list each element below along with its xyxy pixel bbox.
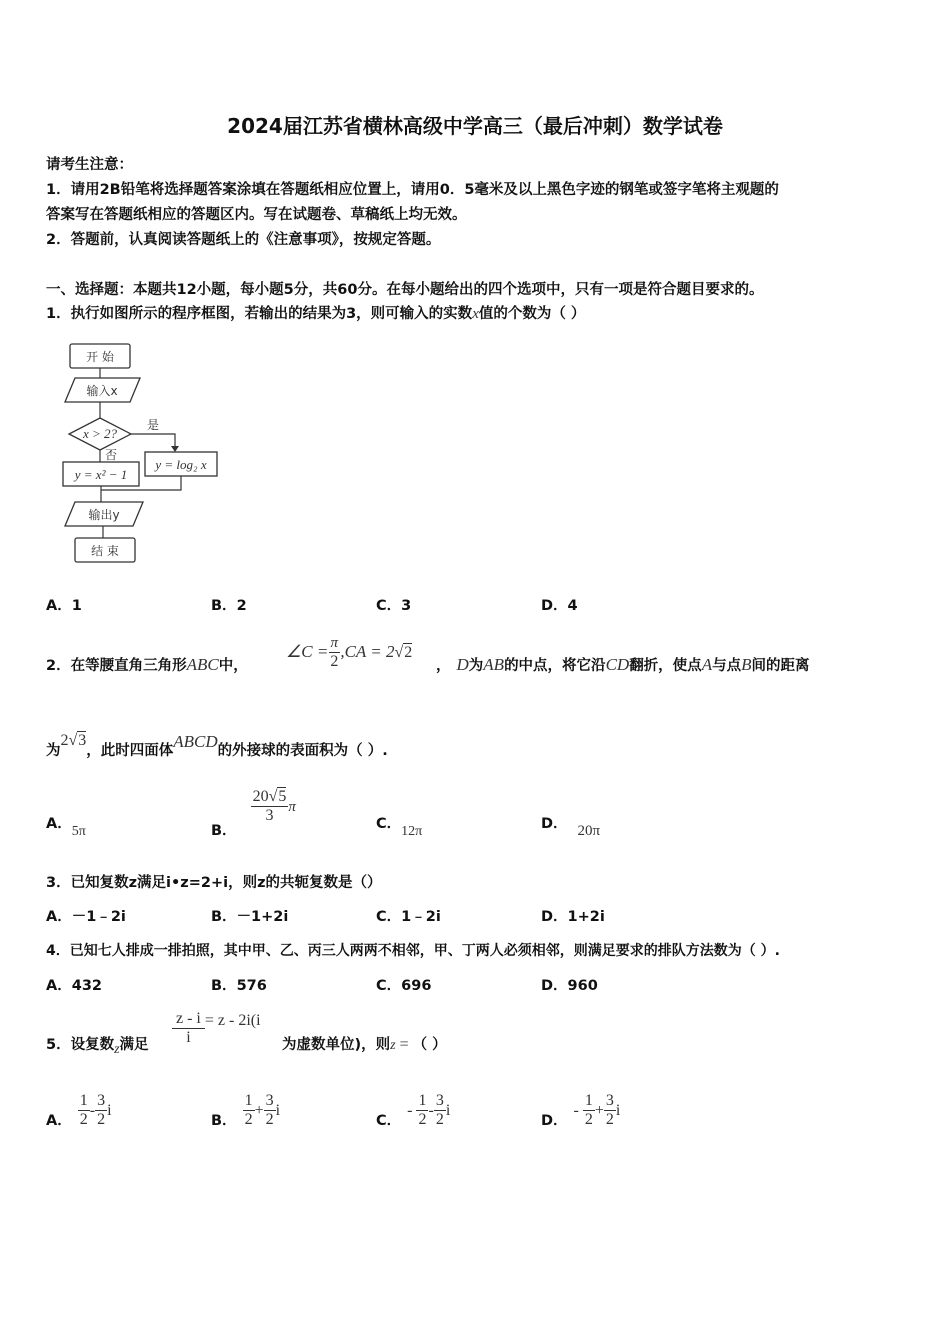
q4-option-b-label: B． (211, 978, 237, 994)
q2-p4: 为 (468, 658, 484, 674)
q3-option-d-label: D． (541, 909, 568, 925)
q1-text-a: 1．执行如图所示的程序框图，若输出的结果为3，则可输入的实数 (46, 306, 473, 322)
q5-option-d-n1: 1 (584, 1092, 593, 1109)
q2-dist-coef: 2 (60, 732, 69, 749)
q5-p2: 满足 (119, 1037, 149, 1053)
q2-option-c-label: C． (376, 816, 402, 832)
q2-p9: 为 (46, 743, 61, 759)
q4-option-b-value: 576 (236, 978, 267, 994)
q1-option-b[interactable] (211, 594, 247, 615)
q5-option-c-sign: - (407, 1102, 413, 1119)
q3-option-b-label: B． (211, 909, 237, 925)
q4-option-d-value: 960 (567, 978, 598, 994)
q3-option-c-label: C． (376, 909, 402, 925)
q3-option-c[interactable] (376, 905, 441, 926)
q5-eq: = (395, 1036, 413, 1053)
flow-condition-label: x > 2? (82, 426, 118, 441)
q2-text-part1 (46, 654, 248, 675)
q2-option-b-num-coef: 20 (252, 788, 269, 805)
q2-option-d-label: D． (541, 816, 568, 832)
q2-p8: 间的距离 (751, 658, 810, 674)
q5-option-b-tail: i (275, 1102, 281, 1119)
q5-option-b-op: + (254, 1102, 264, 1119)
q5-option-c-n2: 3 (435, 1092, 444, 1109)
q1-option-c-value: 3 (401, 598, 412, 614)
q1-option-a[interactable] (46, 594, 82, 615)
q5-option-a-tail: i (107, 1102, 112, 1119)
q3-option-a-value: －1﹣2i (71, 909, 126, 925)
q5-option-b-n1: 1 (244, 1092, 253, 1109)
q2-option-b-den: 3 (265, 807, 274, 824)
q5-option-b[interactable] (211, 1092, 280, 1129)
q5-text-part2 (282, 1033, 447, 1054)
q5-equation (172, 1010, 261, 1047)
q4-option-d-label: D． (541, 978, 568, 994)
q5-text-part1 (46, 1033, 149, 1057)
q2-b: B (741, 655, 752, 674)
q5-option-d-label: D． (541, 1113, 568, 1129)
flow-yes-label: 是 (147, 418, 160, 432)
q2-option-c[interactable] (376, 812, 423, 839)
q5-option-d-op: + (594, 1102, 604, 1119)
q2-sqrt2: 2 (404, 644, 413, 661)
q5-option-a-d2: 2 (97, 1111, 106, 1128)
q3-option-c-value: 1﹣2i (401, 909, 441, 925)
q5-p3: 为虚数单位)，则 (282, 1037, 391, 1053)
q5-option-a-n1: 1 (79, 1092, 88, 1109)
q2-option-c-value: 12π (401, 824, 423, 839)
flow-output-label: 输出y (88, 508, 120, 522)
q5-p1: 5．设复数 (46, 1037, 115, 1053)
notice-heading: 请考生注意： (46, 157, 133, 173)
q2-option-a-value: 5π (71, 824, 86, 839)
q5-z: z (114, 1042, 120, 1057)
q5-option-d-d2: 2 (605, 1111, 614, 1128)
q2-abc: ABC (186, 655, 219, 674)
q4-option-a-label: A． (46, 978, 72, 994)
q2-cd: CD (605, 655, 630, 674)
q2-angle: ∠C = (286, 642, 329, 661)
question-1-text (46, 302, 585, 323)
q5-option-d-sign: - (573, 1102, 579, 1119)
q2-pi: π (330, 635, 339, 651)
q2-ca: ,CA = 2 (340, 642, 395, 661)
q2-p10: ，此时四面体 (86, 743, 174, 759)
page-title: 2024届江苏省横林高级中学高三（最后冲刺）数学试卷 (227, 114, 723, 138)
q1-option-d[interactable] (541, 594, 578, 615)
q2-option-b-label: B． (211, 823, 237, 839)
q5-option-d[interactable] (541, 1092, 620, 1129)
q5-option-c[interactable] (376, 1092, 450, 1129)
q4-option-b[interactable] (211, 974, 267, 995)
q1-var-x: x (472, 306, 479, 322)
q3-option-a-label: A． (46, 909, 72, 925)
q5-option-c-d2: 2 (435, 1111, 444, 1128)
q5-z2: z (390, 1038, 396, 1053)
flow-start-label: 开 始 (86, 350, 114, 364)
q3-option-b-value: －1+2i (236, 909, 289, 925)
q5-option-c-label: C． (376, 1113, 402, 1129)
question-4-text: 4．已知七人排成一排拍照，其中甲、乙、丙三人两两不相邻，甲、丁两人必须相邻，则满足要求的排队方法数为（ ）. (46, 943, 780, 959)
q2-p6: 翻折，使点 (629, 658, 702, 674)
q5-frac-num: z - i (172, 1010, 205, 1029)
q5-option-c-n1: 1 (418, 1092, 427, 1109)
q2-p11: 的外接球的表面积为（ ）. (217, 743, 388, 759)
q1-option-d-value: 4 (567, 598, 578, 614)
question-3-text: 3．已知复数z满足i•z=2+i，则z的共轭复数是（） (46, 875, 382, 891)
q5-option-b-n2: 3 (265, 1092, 274, 1109)
q5-rhs: = z - 2i(i (204, 1012, 261, 1029)
q5-option-c-tail: i (445, 1102, 451, 1119)
notice-line-1: 1．请用2B铅笔将选择题答案涂填在答题纸相应位置上，请用0．5毫米及以上黑色字迹的钢笔或签字笔将主观题的 (46, 182, 779, 198)
q5-option-d-d1: 2 (584, 1111, 593, 1128)
q2-text-part3: 为2√3，此时四面体ABCD的外接球的表面积为（ ）. (46, 732, 388, 759)
q1-option-b-value: 2 (236, 598, 247, 614)
q5-option-c-d1: 2 (418, 1111, 427, 1128)
q1-text-b: 值的个数为（ ） (478, 306, 586, 322)
q1-option-a-label: A． (46, 598, 72, 614)
q5-option-c-op: - (428, 1102, 434, 1119)
q2-option-a[interactable] (46, 812, 86, 839)
q4-option-d[interactable] (541, 974, 598, 995)
q5-option-a-n2: 3 (97, 1092, 106, 1109)
flow-right-process-label: y = log₂ x (155, 457, 207, 472)
q3-option-a[interactable] (46, 905, 126, 926)
q4-option-a[interactable] (46, 974, 102, 995)
q2-p2: 中， (218, 658, 248, 674)
q2-p3: ， (436, 658, 451, 674)
q5-option-a[interactable] (46, 1092, 112, 1129)
q1-option-c[interactable] (376, 594, 411, 615)
q5-p4: （ ） (412, 1037, 447, 1053)
q2-p5: 的中点，将它沿 (504, 658, 606, 674)
flowchart (55, 338, 235, 570)
q1-option-c-label: C． (376, 598, 402, 614)
q2-dist-rad: 3 (78, 732, 87, 749)
flow-left-process-label: y = x² − 1 (74, 467, 128, 482)
q3-option-d-value: 1+2i (567, 909, 605, 925)
q5-option-a-d1: 2 (79, 1111, 88, 1128)
q4-option-c-value: 696 (401, 978, 432, 994)
notice-line-1b: 答案写在答题纸相应的答题区内。写在试题卷、草稿纸上均无效。 (46, 207, 467, 223)
q5-option-b-d1: 2 (244, 1111, 253, 1128)
q2-option-b-num-rad: 5 (278, 788, 287, 805)
q2-p7: 与点 (712, 658, 742, 674)
q2-option-b-tail: π (288, 799, 296, 815)
q2-option-d[interactable] (541, 812, 601, 839)
q2-d: D (456, 655, 469, 674)
q3-option-b[interactable] (211, 905, 288, 926)
q2-angle-formula: ∠C = $\frac{\pi}{2}$ ,CA = 2√2 (286, 635, 413, 670)
q2-p1: 2．在等腰直角三角形 (46, 658, 187, 674)
q1-option-a-value: 1 (71, 598, 82, 614)
q2-text-part2 (436, 654, 809, 675)
q2-two: 2 (330, 653, 339, 670)
q1-option-d-label: D． (541, 598, 568, 614)
q5-option-a-op: - (89, 1102, 96, 1119)
q4-option-a-value: 432 (71, 978, 103, 994)
q5-option-d-tail: i (615, 1102, 621, 1119)
q2-abcd: ABCD (173, 732, 218, 751)
q1-option-b-label: B． (211, 598, 237, 614)
q4-option-c[interactable] (376, 974, 431, 995)
notice-line-2: 2．答题前，认真阅读答题纸上的《注意事项》，按规定答题。 (46, 232, 441, 248)
q3-option-d[interactable] (541, 905, 605, 926)
flow-input-label: 输入x (86, 384, 118, 398)
flow-no-label: 否 (105, 448, 118, 462)
q5-option-b-label: B． (211, 1113, 237, 1129)
q5-option-a-label: A． (46, 1113, 72, 1129)
flow-end-label: 结 束 (91, 544, 119, 558)
q5-option-d-n2: 3 (605, 1092, 614, 1109)
q4-option-c-label: C． (376, 978, 402, 994)
q2-option-a-label: A． (46, 816, 72, 832)
q5-option-b-d2: 2 (265, 1111, 274, 1128)
q2-a: A (701, 655, 713, 674)
q5-frac-den: i (186, 1029, 191, 1046)
section-header: 一、选择题：本题共12小题，每小题5分，共60分。在每小题给出的四个选项中，只有一项是符合题目要求的。 (46, 282, 764, 298)
q2-option-d-value: 20π (577, 823, 601, 839)
q2-option-b[interactable]: B． $\frac{20√5}{3}$ π (211, 788, 296, 839)
q2-ab: AB (483, 655, 505, 674)
